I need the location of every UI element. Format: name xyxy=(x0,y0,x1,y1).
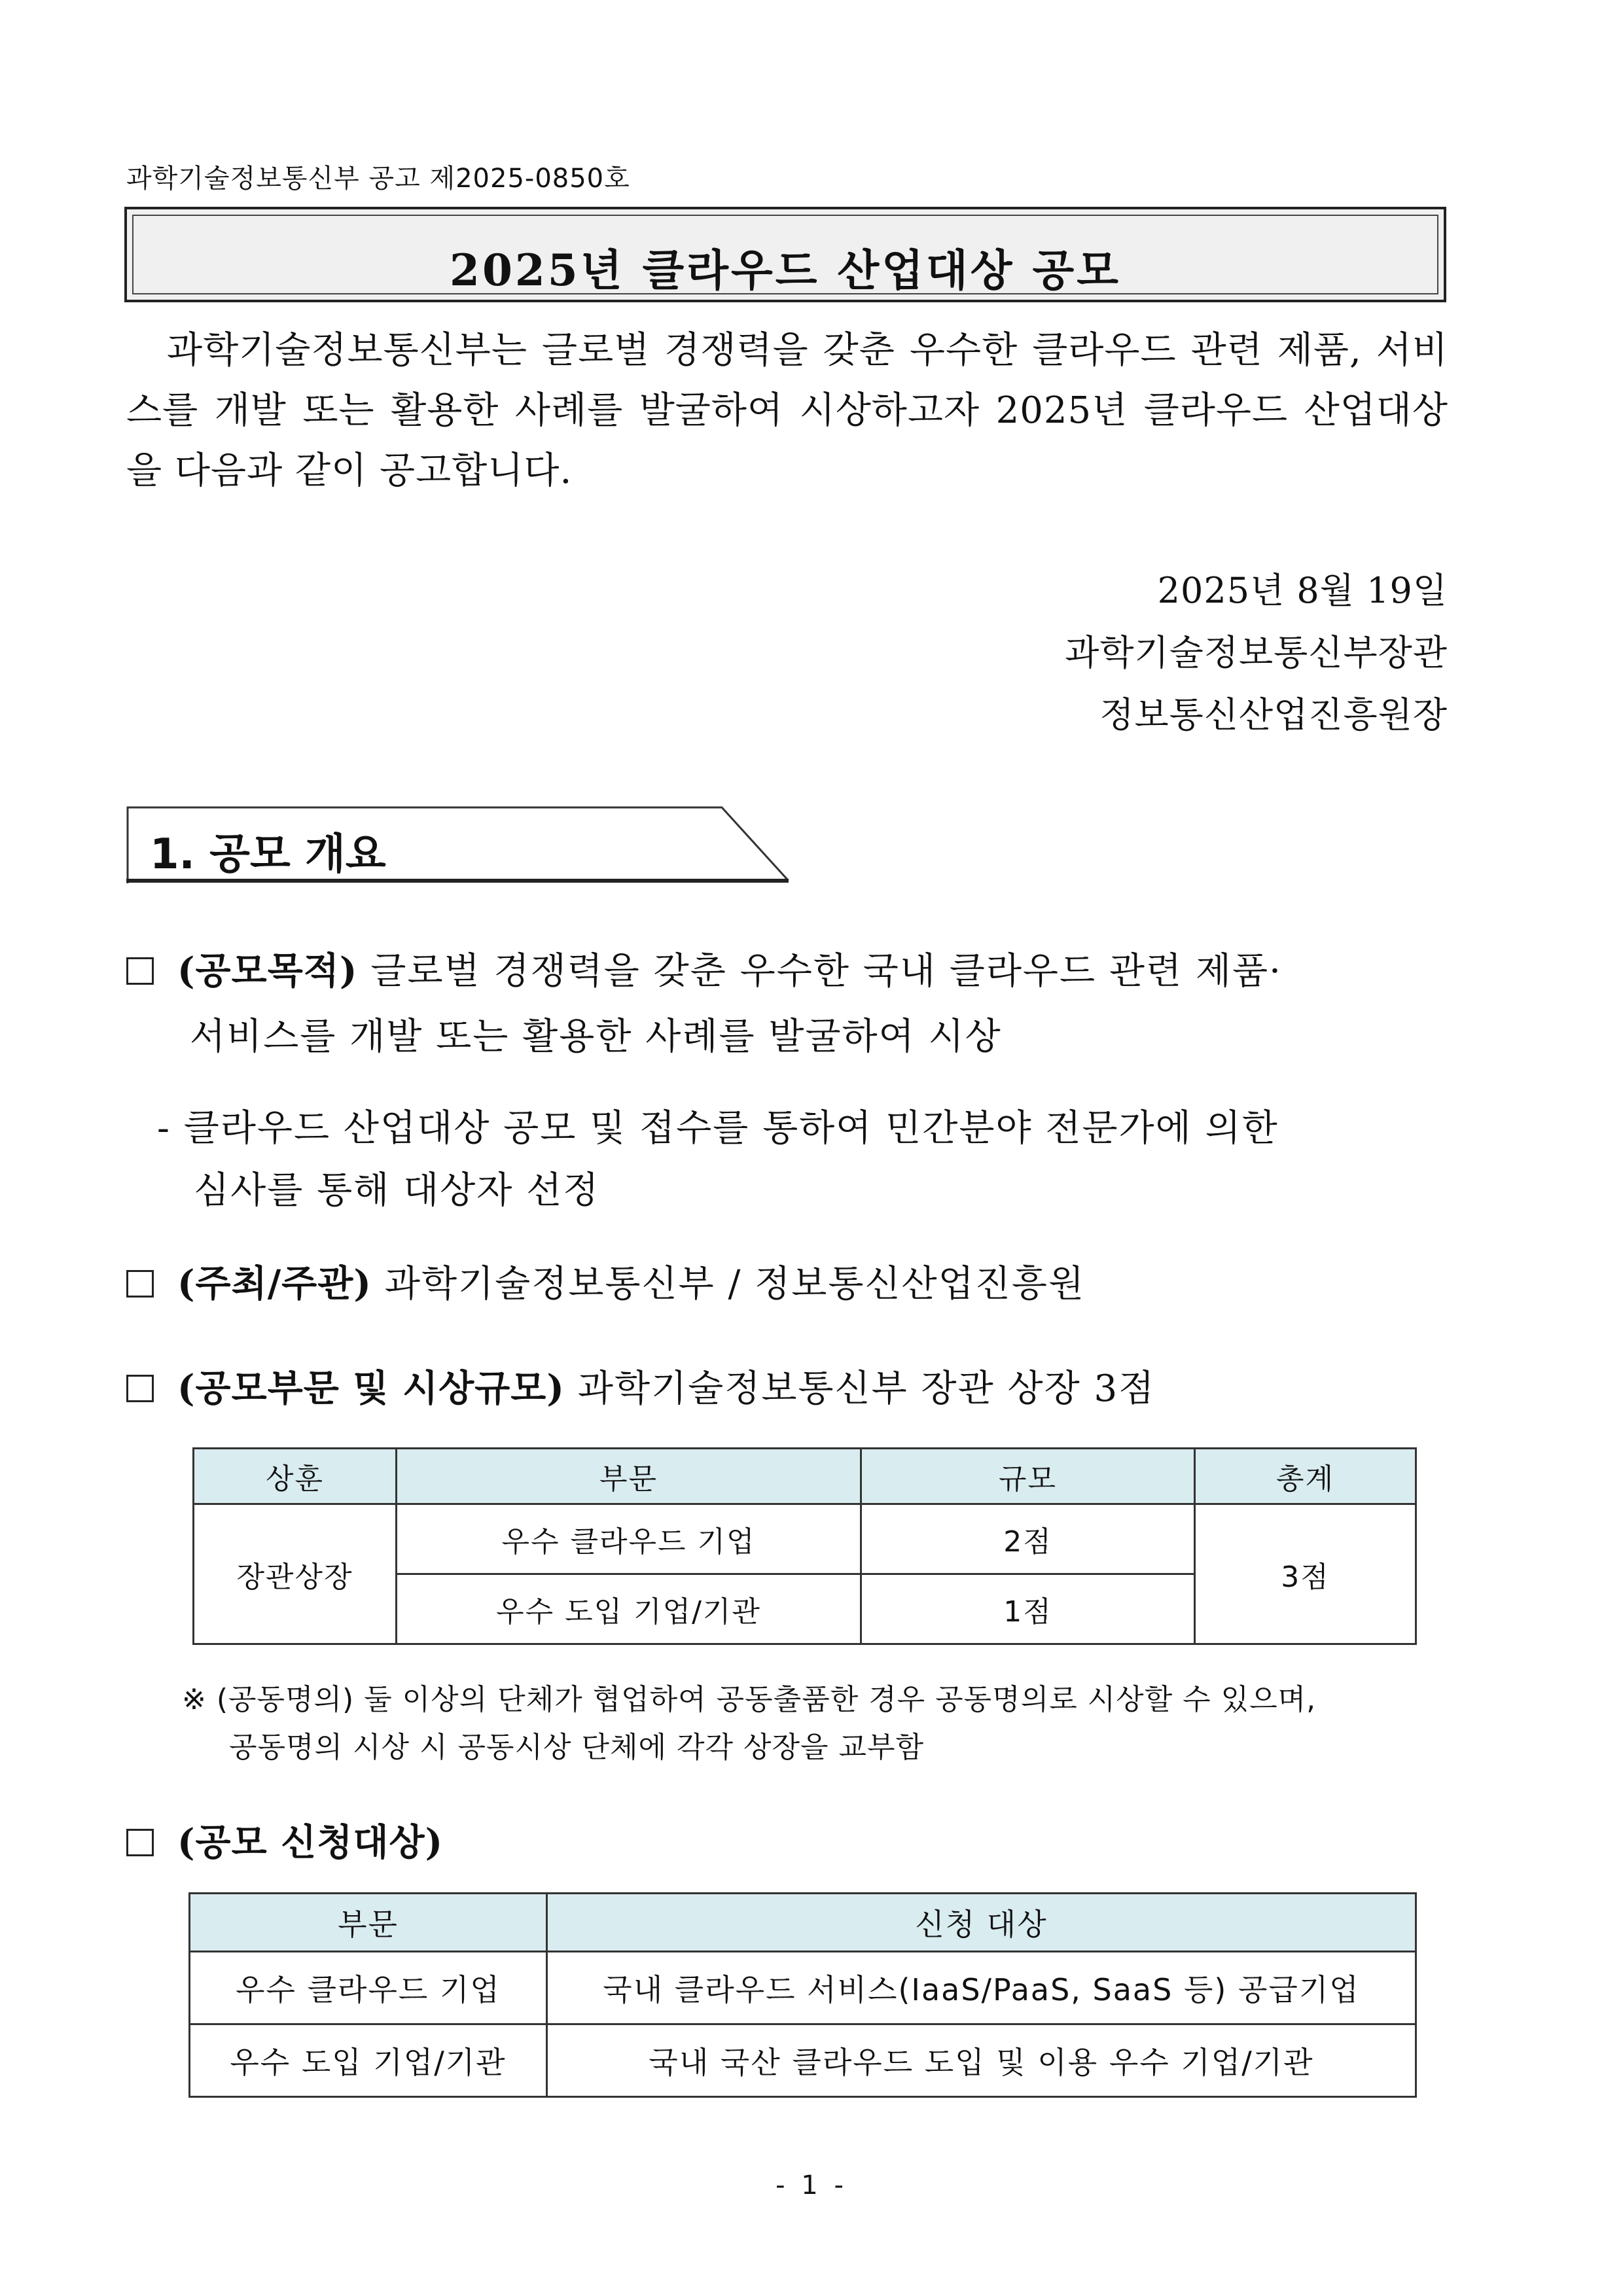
target-description-cell: 국내 클라우드 서비스(IaaS/PaaS, SaaS 등) 공급기업 xyxy=(547,1952,1416,2024)
page-title: 2025년 클라우드 산업대상 공모 xyxy=(450,245,1121,296)
title-box xyxy=(124,207,1446,302)
award-count-cell: 1점 xyxy=(861,1574,1195,1644)
award-category-cell: 우수 도입 기업/기관 xyxy=(397,1574,861,1644)
table-row xyxy=(190,2024,1416,2097)
section-heading xyxy=(126,806,794,885)
table-header-cell: 신청 대상 xyxy=(547,1894,1416,1952)
square-bullet-icon xyxy=(126,1270,154,1298)
table-header-cell: 부문 xyxy=(397,1449,861,1504)
target-category-cell: 우수 클라우드 기업 xyxy=(190,1952,547,2024)
target-label: (공모 신청대상) xyxy=(177,1821,444,1864)
signature-minister: 과학기술정보통신부장관 xyxy=(1065,632,1448,673)
table-header-cell: 규모 xyxy=(861,1449,1195,1504)
table-row xyxy=(190,1952,1416,2024)
announcement-date: 2025년 8월 19일 xyxy=(1157,570,1448,611)
table-header-cell: 상훈 xyxy=(194,1449,397,1504)
table-header-row xyxy=(194,1449,1416,1504)
category-item xyxy=(126,1360,1155,1412)
table-header-cell: 부문 xyxy=(190,1894,547,1952)
target-category-cell: 우수 도입 기업/기관 xyxy=(190,2024,547,2097)
host-text: 과학기술정보통신부 / 정보통신산업진흥원 xyxy=(384,1263,1086,1305)
award-table xyxy=(192,1447,1417,1645)
square-bullet-icon xyxy=(126,1829,154,1856)
purpose-text: 글로벌 경쟁력을 갖춘 우수한 국내 클라우드 관련 제품· xyxy=(370,950,1282,993)
section-title: 1. 공모 개요 xyxy=(150,830,386,879)
award-name-cell: 장관상장 xyxy=(194,1504,397,1644)
purpose-dash-item-cont: 심사를 통해 대상자 선정 xyxy=(194,1169,600,1212)
table-header-row xyxy=(190,1894,1416,1952)
host-item xyxy=(126,1255,1085,1307)
purpose-text-cont: 서비스를 개발 또는 활용한 사례를 발굴하여 시상 xyxy=(190,1016,1002,1058)
award-category-cell: 우수 클라우드 기업 xyxy=(397,1504,861,1574)
target-table xyxy=(188,1892,1417,2098)
award-count-cell: 2점 xyxy=(861,1504,1195,1574)
intro-paragraph: 과학기술정보통신부는 글로벌 경쟁력을 갖춘 우수한 클라우드 관련 제품, 서비스를 개발 또는 활용한 사례를 발굴하여 시상하고자 2025년 클라우드 산업대상을 다음과 같이 공고합니다. xyxy=(126,329,1448,492)
joint-award-note-cont: 공동명의 시상 시 공동시상 단체에 각각 상장을 교부함 xyxy=(229,1731,924,1764)
target-description-cell: 국내 국산 클라우드 도입 및 이용 우수 기업/기관 xyxy=(547,2024,1416,2097)
category-label: (공모부문 및 시상규모) xyxy=(177,1367,565,1410)
category-text: 과학기술정보통신부 장관 상장 3점 xyxy=(577,1368,1156,1410)
table-header-cell: 총계 xyxy=(1195,1449,1416,1504)
purpose-dash-item: - 클라우드 산업대상 공모 및 접수를 통하여 민간분야 전문가에 의한 xyxy=(157,1107,1279,1150)
notice-number: 과학기술정보통신부 공고 제2025-0850호 xyxy=(126,164,630,194)
table-row xyxy=(194,1504,1416,1574)
purpose-label: (공모목적) xyxy=(177,949,358,993)
page-number: - 1 - xyxy=(776,2170,847,2200)
target-item xyxy=(126,1814,456,1866)
host-label: (주최/주관) xyxy=(177,1262,372,1305)
square-bullet-icon xyxy=(126,1375,154,1402)
purpose-item xyxy=(126,942,1282,995)
award-total-cell: 3점 xyxy=(1195,1504,1416,1644)
signature-agency: 정보통신산업진흥원장 xyxy=(1099,694,1448,735)
joint-award-note: ※ (공동명의) 둘 이상의 단체가 협업하여 공동출품한 경우 공동명의로 시상할 수 있으며, xyxy=(182,1683,1317,1716)
square-bullet-icon xyxy=(126,957,154,985)
